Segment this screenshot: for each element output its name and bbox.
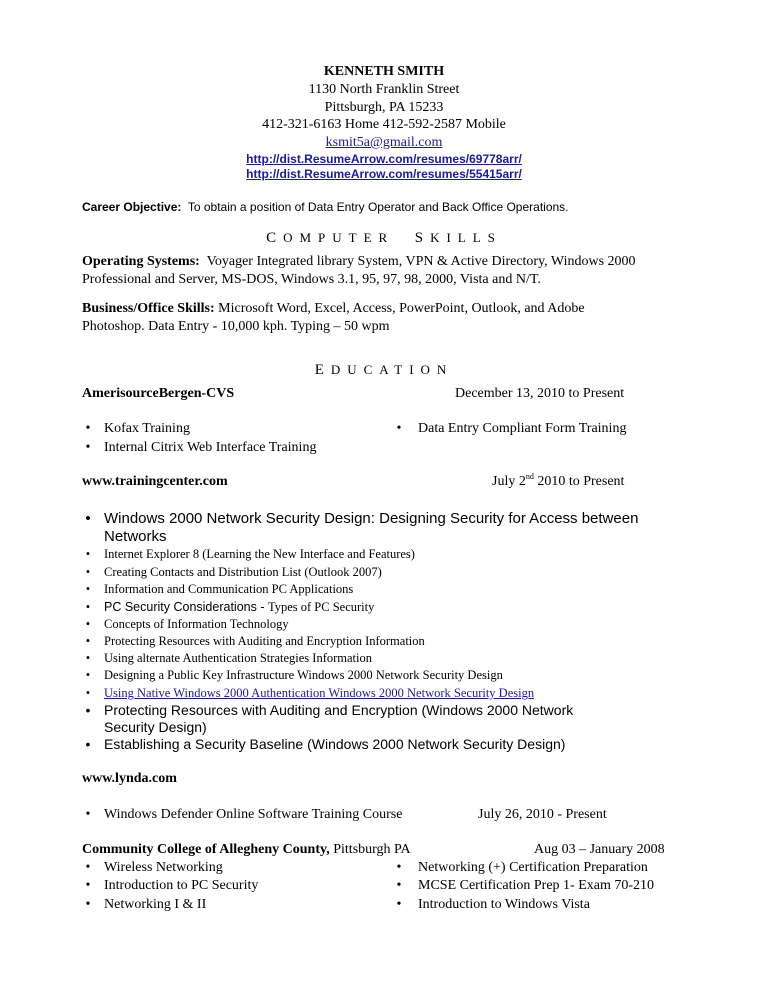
list-item: Protecting Resources with Auditing and Encryption Information: [104, 634, 425, 648]
computer-skills-heading: COMPUTER SKILLS: [266, 230, 502, 246]
resume-link-2[interactable]: http://dist.ResumeArrow.com/resumes/55415arr/: [246, 167, 522, 181]
list-item: Internet Explorer 8 (Learning the New Interface and Features): [104, 547, 415, 561]
bullet-icon: •: [85, 547, 91, 561]
list-item: Information and Communication PC Applications: [104, 582, 354, 596]
list-item: MCSE Certification Prep 1- Exam 70-210: [418, 878, 655, 893]
business-skills-label: Business/Office Skills:: [82, 301, 215, 316]
bullet-icon: •: [85, 668, 91, 682]
street-address: 1130 North Franklin Street: [308, 82, 460, 97]
bullet-icon: •: [85, 440, 91, 455]
list-item: Networking I & II: [104, 897, 207, 912]
resume-name: KENNETH SMITH: [323, 64, 445, 79]
business-skills: [82, 300, 702, 336]
amerisource-date: December 13, 2010 to Present: [455, 386, 625, 401]
bullet-icon: •: [396, 860, 402, 875]
list-item: Windows Defender Online Software Training Course: [104, 807, 403, 822]
bullet-icon: •: [85, 510, 91, 527]
bullet-icon: •: [85, 807, 91, 822]
education-heading: EDUCATION: [314, 362, 454, 378]
business-skills-text-2: Photoshop. Data Entry - 10,000 kph. Typing – 50 wpm: [82, 319, 390, 334]
list-item: Wireless Networking: [104, 860, 223, 875]
bullet-icon: •: [85, 860, 91, 875]
phone-numbers: 412-321-6163 Home 412-592-2587 Mobile: [262, 117, 506, 132]
bullet-icon: •: [85, 897, 91, 912]
bullet-icon: •: [85, 736, 91, 752]
operating-systems-label: Operating Systems:: [82, 254, 200, 269]
bullet-icon: •: [85, 878, 91, 893]
bullet-icon: •: [85, 617, 91, 631]
bullet-icon: •: [85, 565, 91, 579]
bullet-icon: •: [396, 897, 402, 912]
career-objective-label: Career Objective:: [82, 200, 182, 214]
list-item-baseline: Establishing a Security Baseline (Windows 2000 Network Security Design): [104, 736, 566, 752]
ccac-date: Aug 03 – January 2008: [534, 842, 665, 857]
career-objective-text: To obtain a position of Data Entry Operator and Back Office Operations.: [187, 200, 569, 214]
native-auth-link[interactable]: Using Native Windows 2000 Authentication Windows 2000 Network Security Design: [104, 686, 535, 700]
bullet-icon: •: [85, 600, 91, 614]
city-state-zip: Pittsburgh, PA 15233: [324, 100, 444, 115]
operating-systems-text-2: Professional and Server, MS-DOS, Windows 3.1, 95, 97, 98, 2000, Vista and N/T.: [82, 272, 541, 287]
amerisource-name: AmerisourceBergen-CVS: [82, 386, 235, 401]
list-item: Internal Citrix Web Interface Training: [104, 440, 317, 455]
bullet-icon: •: [85, 634, 91, 648]
career-objective: [82, 199, 569, 215]
list-item: Introduction to PC Security: [104, 878, 259, 893]
operating-systems: [82, 253, 702, 289]
list-item: Creating Contacts and Distribution List (Outlook 2007): [104, 565, 382, 579]
email-link[interactable]: ksmit5a@gmail.com: [325, 135, 443, 150]
bullet-icon: •: [396, 878, 402, 893]
operating-systems-text: Voyager Integrated library System, VPN & Active Directory, Windows 2000: [206, 254, 636, 269]
trainingcenter-name: www.trainingcenter.com: [82, 474, 228, 489]
ccac-name: Community College of Allegheny County, Pittsburgh PA: [82, 842, 411, 857]
list-item: Designing a Public Key Infrastructure Windows 2000 Network Security Design: [104, 668, 503, 682]
bullet-icon: •: [396, 421, 402, 436]
resume-link-1[interactable]: http://dist.ResumeArrow.com/resumes/69778arr/: [246, 152, 522, 166]
business-skills-text: Microsoft Word, Excel, Access, PowerPoint, Outlook, and Adobe: [218, 301, 585, 316]
bullet-icon: •: [85, 702, 91, 718]
list-item: Data Entry Compliant Form Training: [418, 421, 627, 436]
bullet-icon: •: [85, 651, 91, 665]
list-item: Networking (+) Certification Preparation: [418, 860, 648, 875]
lynda-date: July 26, 2010 - Present: [478, 807, 607, 822]
list-item: Kofax Training: [104, 421, 190, 436]
list-item-large: Windows 2000 Network Security Design: Designing Security for Access between Networks: [104, 510, 639, 545]
trainingcenter-date: July 2nd 2010 to Present: [492, 472, 625, 489]
lynda-name: www.lynda.com: [82, 771, 177, 786]
bullet-icon: •: [85, 421, 91, 436]
bullet-icon: •: [85, 686, 91, 700]
list-item: Introduction to Windows Vista: [418, 897, 590, 912]
list-item: Using alternate Authentication Strategies Information: [104, 651, 372, 665]
list-item: PC Security Considerations - Types of PC Security: [104, 600, 375, 614]
bullet-icon: •: [85, 582, 91, 596]
list-item-protecting: Protecting Resources with Auditing and Encryption (Windows 2000 Network Security Design): [104, 702, 574, 735]
list-item: Concepts of Information Technology: [104, 617, 289, 631]
